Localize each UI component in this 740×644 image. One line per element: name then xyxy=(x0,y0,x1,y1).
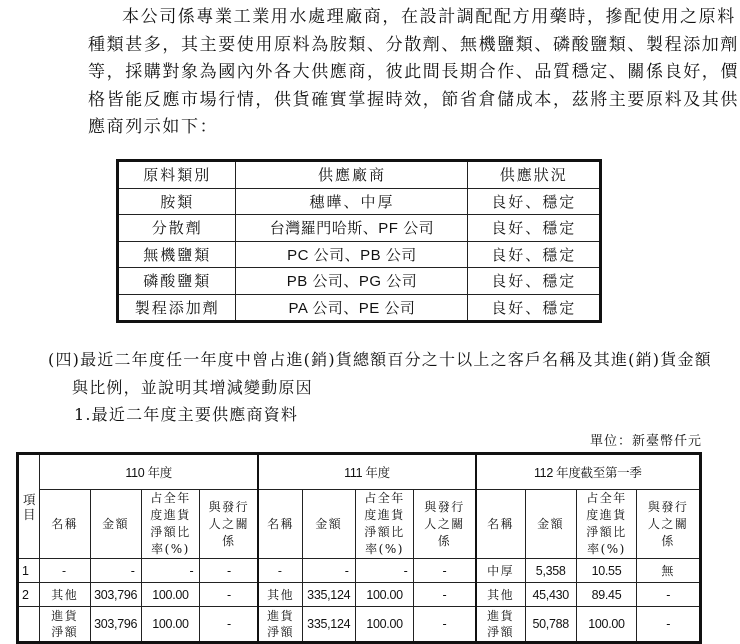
supplier-name: 中厚 xyxy=(476,559,526,583)
ratio: 100.00 xyxy=(355,583,414,607)
item-number: 1 xyxy=(18,559,40,583)
supplier-names: 台灣羅門哈斯、PF 公司 xyxy=(236,215,468,242)
material-category: 製程添加劑 xyxy=(118,294,236,322)
intro-line: 應商列示如下： xyxy=(88,117,219,137)
amount: 5,358 xyxy=(525,559,576,583)
net-purchase-label: 進貨淨額 xyxy=(487,609,515,639)
period-header-110: 110 年度 xyxy=(39,454,258,490)
header-ratio: 占全年度進貨淨額比率(%) xyxy=(576,490,637,559)
header-amount: 金額 xyxy=(90,490,141,559)
supplier-name xyxy=(39,607,90,643)
subsection-heading: 1.最近二年度主要供應商資料 xyxy=(74,405,299,424)
amount: 335,124 xyxy=(302,607,355,643)
material-category: 磷酸鹽類 xyxy=(118,268,236,295)
ratio: 100.00 xyxy=(355,607,414,643)
section-heading: (四)最近二年度任一年度中曾占進(銷)貨總額百分之十以上之客戶名稱及其進(銷)貨金額 xyxy=(48,350,712,369)
supplier-name: 其他 xyxy=(39,583,90,607)
table-row xyxy=(18,583,701,607)
ratio: - xyxy=(355,559,414,583)
section-heading-continued: 與比例，並說明其增減變動原因 xyxy=(72,378,313,397)
amount: - xyxy=(90,559,141,583)
amount: 50,788 xyxy=(525,607,576,643)
ratio: 89.45 xyxy=(576,583,637,607)
header-relation: 與發行人之關係 xyxy=(637,490,701,559)
supply-status: 良好、穩定 xyxy=(468,215,601,242)
table-row xyxy=(118,215,601,242)
intro-paragraph xyxy=(88,4,739,142)
supply-status: 良好、穩定 xyxy=(468,241,601,268)
relation: - xyxy=(637,607,701,643)
material-supplier-table xyxy=(116,159,602,323)
item-number xyxy=(18,607,40,643)
relation: - xyxy=(414,583,476,607)
relation: - xyxy=(414,559,476,583)
header-supplier: 供應廠商 xyxy=(236,161,468,189)
intro-line: 格皆能反應市場行情，供貨確實掌握時效，節省倉儲成本，茲將主要原料及其供 xyxy=(88,89,739,110)
ratio: 10.55 xyxy=(576,559,637,583)
intro-line: 等，採購對象為國內外各大供應商，彼此間長期合作、品質穩定、關係良好，價 xyxy=(88,62,739,82)
relation: - xyxy=(414,607,476,643)
amount: 45,430 xyxy=(525,583,576,607)
table-row xyxy=(118,241,601,268)
supply-status: 良好、穩定 xyxy=(468,294,601,322)
supplier-name xyxy=(258,607,302,643)
material-category: 分散劑 xyxy=(118,215,236,242)
relation: 無 xyxy=(637,559,701,583)
table-row xyxy=(118,294,601,322)
amount: 335,124 xyxy=(302,583,355,607)
relation: - xyxy=(200,559,259,583)
intro-line: 種類甚多，其主要使用原料為胺類、分散劑、無機鹽類、磷酸鹽類、製程添加劑 xyxy=(88,34,739,55)
supplier-name: - xyxy=(39,559,90,583)
header-name: 名稱 xyxy=(476,490,526,559)
header-amount: 金額 xyxy=(525,490,576,559)
header-ratio: 占全年度進貨淨額比率(%) xyxy=(355,490,414,559)
supplier-name: 其他 xyxy=(258,583,302,607)
ratio: 100.00 xyxy=(576,607,637,643)
table-row xyxy=(118,188,601,215)
amount: - xyxy=(302,559,355,583)
net-purchase-label: 進貨淨額 xyxy=(267,609,295,639)
currency-unit-note: 單位：新臺幣仟元 xyxy=(589,434,702,449)
item-header-label: 項目 xyxy=(22,491,36,522)
supplier-name: - xyxy=(258,559,302,583)
table-row xyxy=(18,559,701,583)
relation: - xyxy=(200,583,259,607)
header-ratio: 占全年度進貨淨額比率(%) xyxy=(141,490,200,559)
ratio: 100.00 xyxy=(141,607,200,643)
supplier-name: 其他 xyxy=(476,583,526,607)
material-category: 胺類 xyxy=(118,188,236,215)
table-row-total xyxy=(18,607,701,643)
supplier-names: PA 公司、PE 公司 xyxy=(236,294,468,322)
header-name: 名稱 xyxy=(258,490,302,559)
amount: 303,796 xyxy=(90,583,141,607)
supplier-names: PB 公司、PG 公司 xyxy=(236,268,468,295)
header-material-category: 原料類別 xyxy=(118,161,236,189)
item-header xyxy=(18,454,40,559)
period-header-112q1: 112 年度截至第一季 xyxy=(476,454,701,490)
supply-status: 良好、穩定 xyxy=(468,188,601,215)
major-supplier-table xyxy=(16,452,702,644)
supplier-names: 穗曄、中厚 xyxy=(236,188,468,215)
supplier-name xyxy=(476,607,526,643)
header-name: 名稱 xyxy=(39,490,90,559)
table-row xyxy=(118,268,601,295)
header-supply-status: 供應狀況 xyxy=(468,161,601,189)
material-category: 無機鹽類 xyxy=(118,241,236,268)
supply-status: 良好、穩定 xyxy=(468,268,601,295)
period-header-111: 111 年度 xyxy=(258,454,475,490)
relation: - xyxy=(200,607,259,643)
header-relation: 與發行人之關係 xyxy=(200,490,259,559)
header-relation: 與發行人之關係 xyxy=(414,490,476,559)
period-header-row xyxy=(18,454,701,490)
column-header-row xyxy=(18,490,701,559)
supplier-names: PC 公司、PB 公司 xyxy=(236,241,468,268)
ratio: - xyxy=(141,559,200,583)
amount: 303,796 xyxy=(90,607,141,643)
relation: - xyxy=(637,583,701,607)
header-amount: 金額 xyxy=(302,490,355,559)
net-purchase-label: 進貨淨額 xyxy=(51,609,79,639)
ratio: 100.00 xyxy=(141,583,200,607)
intro-line: 本公司係專業工業用水處理廠商，在設計調配配方用藥時，摻配使用之原料 xyxy=(122,7,736,27)
table-header-row xyxy=(118,161,601,189)
item-number: 2 xyxy=(18,583,40,607)
